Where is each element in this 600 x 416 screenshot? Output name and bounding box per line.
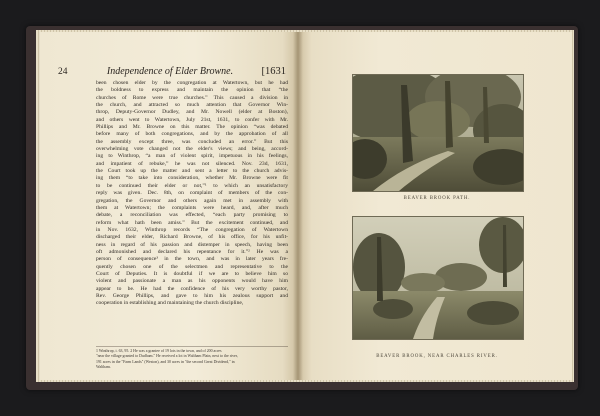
text-line: ing them “to take into consideration, whether Mr. Browne were fit bbox=[96, 175, 288, 182]
text-line: been chosen elder by the congregation at Watertown, but he had bbox=[96, 80, 288, 86]
text-line: quently chosen one of the selectmen and representative to the bbox=[96, 263, 288, 270]
footnote-line: 1 Winthrop, i. 63, 95. 2 He was a grantee of 19 lots in the town, and of 200 acres bbox=[96, 349, 222, 353]
text-line: gregation, the Governor and others again met in assembly with bbox=[96, 197, 288, 204]
text-line: overwhelming vote changed not the elder's views; and being, accord- bbox=[96, 146, 288, 153]
text-line: churches of Rome were true churches.” This caused a division in bbox=[96, 94, 288, 101]
text-line: Rev. George Phillips, and gave to him his zealous support and bbox=[96, 292, 288, 299]
text-line: Phillips and Mr. Browne on this matter. The opinion “was debated bbox=[96, 124, 288, 131]
running-title: Independence of Elder Browne. bbox=[106, 66, 234, 77]
caption-brook: BEAVER BROOK, NEAR CHARLES RIVER. bbox=[376, 354, 498, 359]
photo-path-image bbox=[353, 75, 523, 191]
text-line: before many of both congregations, and by the approbation of all bbox=[96, 131, 288, 138]
text-line: and impatient of rebuke,” he was not silenced. Nov. 23d, 1631, bbox=[96, 160, 288, 167]
footnotes bbox=[96, 346, 288, 371]
text-line: violent and passionate a man as his opponents would have him bbox=[96, 278, 288, 285]
caption-path: BEAVER BROOK PATH. bbox=[403, 196, 471, 201]
page-number: 24 bbox=[58, 67, 68, 77]
photo-plate-brook bbox=[352, 216, 524, 340]
text-line: them at Watertown; the complaints were heard, and, after much bbox=[96, 204, 288, 211]
text-line: ing to Winthrop, “a man of violent spirit, impetuous in his feelings, bbox=[96, 153, 288, 160]
text-line: ness in regard of his passion and distemper in speech, having been bbox=[96, 241, 288, 248]
header-year: [1631 bbox=[261, 66, 286, 77]
text-line: the church, and attracted so much attention that Governor Win- bbox=[96, 102, 288, 109]
text-line: oft admonished and declared his repentance for it.”² He was a bbox=[96, 248, 288, 255]
footnote-line: 191 acres in the "Farm Lands" (Weston), and 30 acres in "the second Great Dividend," in bbox=[96, 359, 235, 364]
text-line: Court of Deputies. It is doubtful if we are to believe him so bbox=[96, 270, 288, 277]
body-text bbox=[96, 80, 288, 308]
text-line: in Nov. 1632, Winthrop records “The congregation of Watertown bbox=[96, 226, 288, 233]
photo-plate-path bbox=[352, 74, 524, 192]
footnote-line: "near the village granted to Dudham." He received a lot in Waltham Plain, next to the river, bbox=[96, 354, 238, 359]
photo-brook-image bbox=[353, 217, 523, 339]
text-line: cooperation in establishing and maintaining the church discipline, bbox=[96, 300, 244, 307]
text-line: throp, Deputy-Governor Dudley, and Mr. Nowell (elder at Boston), bbox=[96, 109, 288, 116]
text-line: the boldness to express and maintain the opinion that “the bbox=[96, 87, 288, 94]
text-line: appear to be. He had the confidence of his very worthy pastor, bbox=[96, 285, 288, 292]
footnote-line: Waltham. bbox=[96, 365, 111, 370]
text-line: reform what hath been amiss.” But the excitement continued, and bbox=[96, 219, 288, 226]
page-header bbox=[58, 66, 286, 77]
text-line: and others went to Watertown, July 21st, 1631, to confer with Mr. bbox=[96, 116, 288, 123]
book-gutter bbox=[293, 32, 303, 380]
text-line: discharged their elder, Richard Browne, of his office, for his unfit- bbox=[96, 234, 288, 241]
text-line: the Court took up the matter and sent a letter to the church advis- bbox=[96, 168, 288, 175]
text-line: reply was given. Dec. 8th, on complaint of members of the con- bbox=[96, 190, 288, 197]
text-line: debate, a reconciliation was effected, “each party promising to bbox=[96, 212, 288, 219]
text-line: to be continued their elder or not,”¹ to which an unsatisfactory bbox=[96, 182, 288, 189]
text-line: person of consequence³ in the town, and was in later years fre- bbox=[96, 256, 288, 263]
text-line: the assembly except three, was concluded an error.” But this bbox=[96, 138, 288, 145]
